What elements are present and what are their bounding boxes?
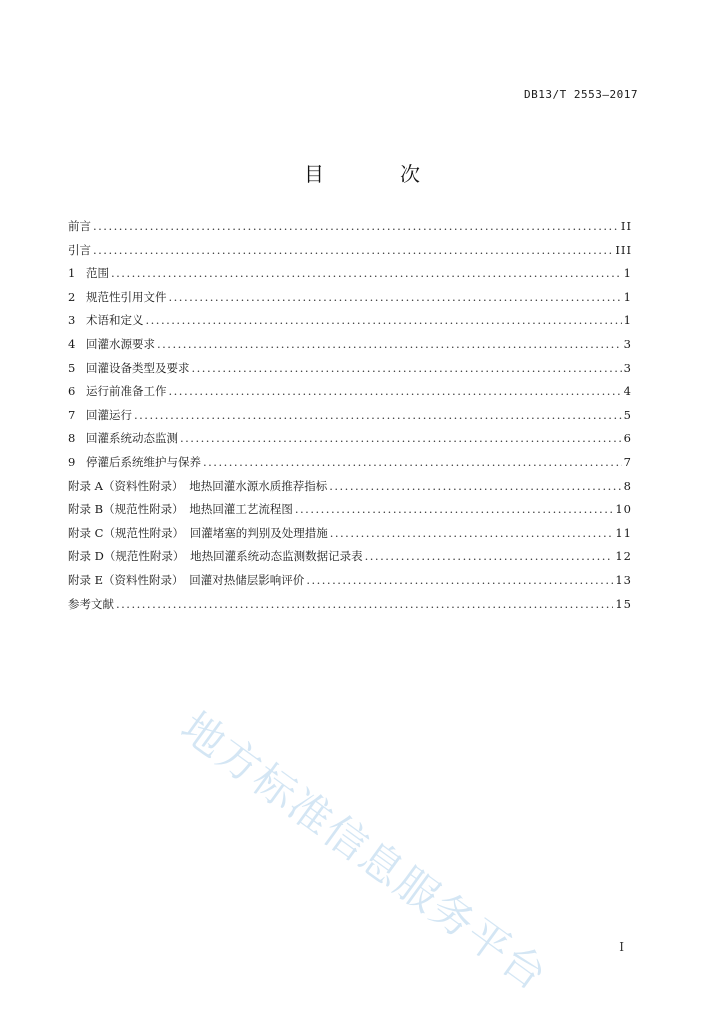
toc-entry-page: 1: [623, 289, 632, 304]
toc-leader-dots: [192, 361, 622, 375]
toc-leader-dots: [146, 313, 622, 327]
toc-entry[interactable]: [68, 218, 632, 242]
toc-entry[interactable]: [68, 430, 632, 454]
toc-entry[interactable]: [68, 242, 632, 266]
toc-entry-page: 6: [623, 431, 632, 446]
document-code: DB13/T 2553—2017: [524, 88, 638, 101]
toc-entry-page: 8: [623, 478, 632, 493]
toc-entry-label: [68, 596, 116, 612]
toc-entry-label: [68, 242, 93, 258]
toc-entry-page: II: [620, 219, 632, 233]
toc-entry-label: [68, 265, 111, 281]
toc-entry-page: 1: [623, 266, 632, 281]
toc-leader-dots: [93, 243, 613, 257]
toc-leader-dots: [169, 290, 622, 304]
toc-entry[interactable]: [68, 265, 632, 289]
toc-entry-number: 9: [68, 454, 76, 469]
toc-entry-title: 附录 D（规范性附录） 地热回灌系统动态监测数据记录表: [68, 549, 363, 564]
toc-leader-dots: [180, 431, 622, 445]
page-number: I: [619, 940, 624, 954]
toc-leader-dots: [93, 219, 619, 233]
toc-entry-page: 1: [623, 313, 632, 328]
toc-leader-dots: [111, 266, 622, 280]
toc-entry-number: 3: [68, 313, 76, 328]
toc-entry-number: 8: [68, 431, 76, 446]
toc-entry[interactable]: [68, 289, 632, 313]
toc-entry[interactable]: [68, 360, 632, 384]
toc-entry-page: 7: [623, 454, 632, 469]
toc-entry-title: 回灌水源要求: [86, 336, 155, 351]
toc-appendix-entry[interactable]: [68, 525, 632, 549]
toc-leader-dots: [157, 337, 622, 351]
toc-entry-label: [68, 501, 295, 517]
toc-entry-label: [68, 218, 93, 234]
toc-entry-page: 10: [615, 502, 632, 517]
toc-entry-label: [68, 336, 157, 352]
toc-leader-dots: [116, 597, 613, 611]
watermark: 地方标准信息服务平台: [172, 702, 557, 1001]
toc-entry-title: 附录 A（资料性附录） 地热回灌水源水质推荐指标: [68, 478, 328, 493]
toc-entry-label: [68, 383, 169, 399]
toc-entry-page: 4: [623, 384, 632, 399]
table-of-contents: [68, 218, 632, 619]
toc-entry[interactable]: [68, 454, 632, 478]
toc-entry-number: 2: [68, 289, 76, 304]
toc-entry[interactable]: [68, 312, 632, 336]
toc-leader-dots: [203, 455, 622, 469]
toc-entry-label: [68, 478, 329, 494]
toc-entry-title: 参考文献: [68, 596, 114, 611]
toc-entry-title: 引言: [68, 242, 91, 257]
toc-entry-title: 术语和定义: [86, 313, 144, 328]
toc-leader-dots: [295, 502, 614, 516]
toc-entry-number: 4: [68, 336, 76, 351]
toc-entry-title: 范围: [86, 266, 109, 281]
toc-entry-label: [68, 312, 146, 328]
toc-entry-page: 15: [615, 596, 632, 611]
toc-entry-title: 附录 B（规范性附录） 地热回灌工艺流程图: [68, 502, 293, 517]
toc-entry-number: 5: [68, 360, 76, 375]
toc-entry-title: 回灌系统动态监测: [86, 431, 178, 446]
toc-entry-label: [68, 572, 306, 588]
toc-entry-page: 11: [615, 525, 632, 540]
toc-appendix-entry[interactable]: [68, 478, 632, 502]
toc-leader-dots: [330, 526, 614, 540]
toc-appendix-entry[interactable]: [68, 548, 632, 572]
toc-entry-title: 运行前准备工作: [86, 384, 167, 399]
toc-entry-number: 6: [68, 384, 76, 399]
toc-entry-label: [68, 525, 330, 541]
toc-entry-label: [68, 289, 169, 305]
toc-entry-title: 回灌设备类型及要求: [86, 360, 190, 375]
toc-entry-label: [68, 548, 365, 564]
toc-entry-title: 附录 E（资料性附录） 回灌对热储层影响评价: [68, 572, 305, 587]
toc-entry-number: 7: [68, 407, 76, 422]
toc-entry[interactable]: [68, 336, 632, 360]
toc-entry-page: III: [615, 242, 632, 257]
toc-leader-dots: [365, 549, 614, 563]
toc-entry-page: 3: [623, 360, 632, 375]
toc-entry-title: 规范性引用文件: [86, 289, 167, 304]
toc-leader-dots: [134, 408, 622, 422]
toc-entry-label: [68, 454, 203, 470]
toc-leader-dots: [306, 573, 613, 587]
toc-appendix-entry[interactable]: [68, 572, 632, 596]
toc-appendix-entry[interactable]: [68, 501, 632, 525]
toc-leader-dots: [329, 479, 621, 493]
toc-entry[interactable]: [68, 596, 632, 620]
toc-entry-label: [68, 407, 134, 423]
toc-entry-page: 13: [615, 572, 632, 587]
toc-entry-page: 5: [623, 407, 632, 422]
toc-entry-title: 附录 C（规范性附录） 回灌堵塞的判别及处理措施: [68, 525, 328, 540]
toc-entry-title: 回灌运行: [86, 407, 132, 422]
toc-entry[interactable]: [68, 383, 632, 407]
toc-entry-number: 1: [68, 266, 76, 281]
page-title: 目 次: [304, 162, 448, 186]
toc-entry-page: 12: [615, 549, 632, 564]
toc-entry-label: [68, 360, 192, 376]
toc-entry-title: 前言: [68, 219, 91, 233]
toc-entry-title: 停灌后系统维护与保养: [86, 454, 201, 469]
toc-entry-label: [68, 430, 180, 446]
toc-entry-page: 3: [623, 336, 632, 351]
toc-leader-dots: [169, 384, 622, 398]
toc-entry[interactable]: [68, 407, 632, 431]
